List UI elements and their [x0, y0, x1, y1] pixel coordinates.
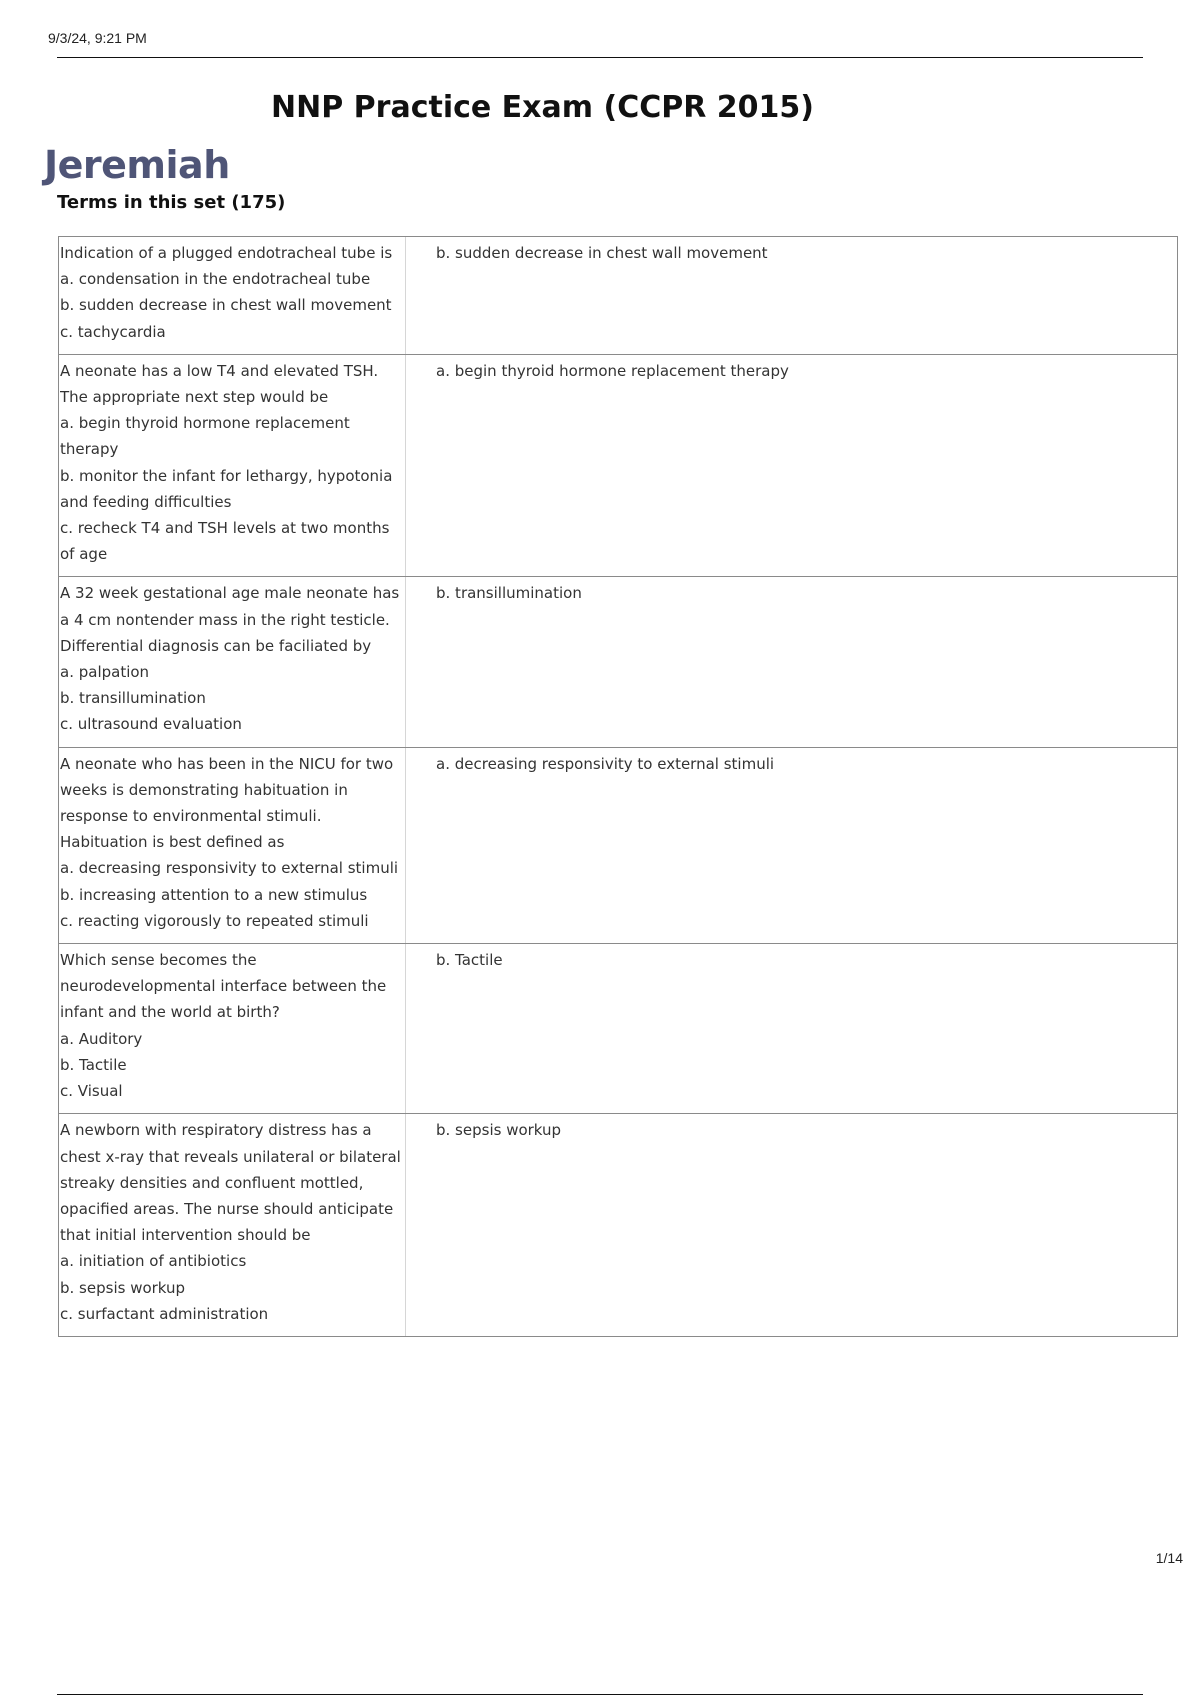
- definition-cell: a. decreasing responsivity to external stimuli: [436, 754, 775, 773]
- term-line: A 32 week gestational age male neonate has: [60, 584, 400, 603]
- term-line: and feeding difficulties: [60, 492, 232, 511]
- term-line: infant and the world at birth?: [60, 1003, 280, 1022]
- print-timestamp: 9/3/24, 9:21 PM: [48, 30, 147, 46]
- term-line: a. decreasing responsivity to external stimuli: [60, 859, 399, 878]
- term-line: b. increasing attention to a new stimulus: [60, 885, 368, 904]
- term-cell: [59, 355, 406, 577]
- term-line: Indication of a plugged endotracheal tube is: [60, 244, 393, 262]
- term-line: weeks is demonstrating habituation in: [60, 780, 348, 799]
- term-line: Habituation is best defined as: [60, 833, 285, 852]
- term-line: b. monitor the infant for lethargy, hypotonia: [60, 466, 393, 485]
- term-line: Differential diagnosis can be faciliated by: [60, 636, 372, 655]
- term-line: neurodevelopmental interface between the: [60, 977, 387, 996]
- definition-cell: b. sudden decrease in chest wall movement: [436, 244, 768, 262]
- table-row: [59, 943, 1177, 1113]
- table-row: [59, 354, 1177, 577]
- terms-count-label: Terms in this set (175): [57, 192, 286, 213]
- term-line: A newborn with respiratory distress has a: [60, 1121, 372, 1140]
- term-line: c. ultrasound evaluation: [60, 715, 242, 734]
- term-line: c. Visual: [60, 1082, 123, 1101]
- term-cell: [59, 1114, 406, 1336]
- footer-divider: [57, 1694, 1143, 1695]
- table-row: [59, 576, 1177, 746]
- term-line: response to environmental stimuli.: [60, 807, 322, 826]
- definition-cell: b. Tactile: [436, 951, 503, 970]
- definition-cell: b. transillumination: [436, 584, 582, 603]
- term-line: The appropriate next step would be: [60, 388, 329, 407]
- flashcard-table: [58, 236, 1178, 1337]
- term-line: a. condensation in the endotracheal tube: [60, 270, 371, 289]
- term-line: a. initiation of antibiotics: [60, 1252, 247, 1271]
- term-line: a. begin thyroid hormone replacement: [60, 414, 350, 433]
- author-name: Jeremiah: [44, 143, 230, 187]
- term-cell: [59, 237, 406, 354]
- term-line: of age: [60, 545, 108, 564]
- term-line: therapy: [60, 440, 119, 459]
- page-number: 1/14: [1155, 1550, 1183, 1566]
- term-line: that initial intervention should be: [60, 1226, 311, 1245]
- header-divider: [57, 57, 1143, 58]
- definition-cell: b. sepsis workup: [436, 1121, 562, 1140]
- term-line: a. palpation: [60, 663, 150, 682]
- term-cell: [59, 944, 406, 1113]
- term-line: b. Tactile: [60, 1055, 127, 1074]
- page-title: NNP Practice Exam (CCPR 2015): [271, 90, 814, 125]
- term-line: A neonate who has been in the NICU for two: [60, 754, 394, 773]
- term-line: c. recheck T4 and TSH levels at two months: [60, 519, 390, 538]
- term-line: c. tachycardia: [60, 322, 166, 341]
- table-row: [59, 747, 1177, 943]
- term-line: a. Auditory: [60, 1029, 143, 1048]
- table-row: [59, 1113, 1177, 1336]
- term-line: c. surfactant administration: [60, 1304, 269, 1323]
- term-line: b. sepsis workup: [60, 1278, 186, 1297]
- term-line: Which sense becomes the: [60, 951, 257, 970]
- term-line: A neonate has a low T4 and elevated TSH.: [60, 361, 379, 380]
- table-row: [59, 237, 1177, 354]
- term-line: b. sudden decrease in chest wall movement: [60, 296, 392, 315]
- term-line: opacified areas. The nurse should anticipate: [60, 1199, 394, 1218]
- term-line: streaky densities and confluent mottled,: [60, 1173, 364, 1192]
- definition-cell: a. begin thyroid hormone replacement therapy: [436, 361, 789, 380]
- term-cell: [59, 577, 406, 746]
- term-line: b. transillumination: [60, 689, 206, 708]
- term-line: a 4 cm nontender mass in the right testicle.: [60, 610, 390, 629]
- term-line: c. reacting vigorously to repeated stimuli: [60, 911, 369, 930]
- term-line: chest x-ray that reveals unilateral or bilateral: [60, 1147, 401, 1166]
- term-cell: [59, 748, 406, 943]
